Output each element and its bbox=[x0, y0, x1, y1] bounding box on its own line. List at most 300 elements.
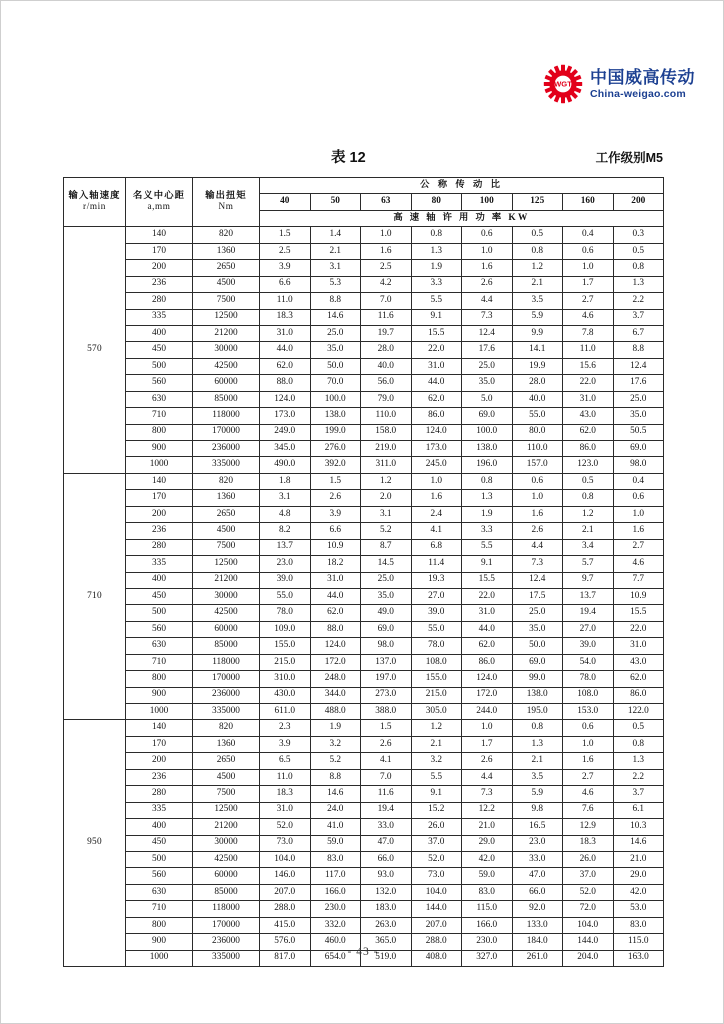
cell-power-ratio-200: 43.0 bbox=[613, 654, 664, 670]
cell-power-ratio-200: 86.0 bbox=[613, 687, 664, 703]
cell-power-ratio-80: 5.5 bbox=[411, 293, 462, 309]
company-name-block bbox=[590, 69, 695, 100]
company-logo bbox=[543, 64, 695, 104]
cell-power-ratio-40: 310.0 bbox=[260, 671, 311, 687]
cell-center-distance: 400 bbox=[126, 325, 193, 341]
cell-power-ratio-50: 3.1 bbox=[310, 260, 361, 276]
cell-power-ratio-50: 70.0 bbox=[310, 375, 361, 391]
table-row bbox=[64, 588, 664, 604]
cell-power-ratio-125: 110.0 bbox=[512, 441, 563, 457]
cell-center-distance: 170 bbox=[126, 243, 193, 259]
header-ratio-200: 200 bbox=[613, 194, 664, 210]
cell-power-ratio-100: 5.0 bbox=[462, 391, 513, 407]
cell-power-ratio-50: 100.0 bbox=[310, 391, 361, 407]
cell-power-ratio-200: 7.7 bbox=[613, 572, 664, 588]
cell-power-ratio-40: 3.9 bbox=[260, 260, 311, 276]
cell-center-distance: 900 bbox=[126, 934, 193, 950]
cell-center-distance: 200 bbox=[126, 753, 193, 769]
cell-output-torque: 236000 bbox=[193, 687, 260, 703]
cell-output-torque: 335000 bbox=[193, 457, 260, 473]
cell-power-ratio-80: 78.0 bbox=[411, 638, 462, 654]
cell-power-ratio-63: 219.0 bbox=[361, 441, 412, 457]
cell-power-ratio-200: 115.0 bbox=[613, 934, 664, 950]
cell-power-ratio-50: 332.0 bbox=[310, 917, 361, 933]
cell-power-ratio-200: 15.5 bbox=[613, 605, 664, 621]
cell-output-torque: 1360 bbox=[193, 243, 260, 259]
table-row bbox=[64, 490, 664, 506]
cell-power-ratio-80: 6.8 bbox=[411, 539, 462, 555]
cell-power-ratio-40: 31.0 bbox=[260, 802, 311, 818]
cell-output-torque: 85000 bbox=[193, 391, 260, 407]
cell-power-ratio-125: 7.3 bbox=[512, 556, 563, 572]
cell-power-ratio-63: 2.6 bbox=[361, 736, 412, 752]
cell-center-distance: 800 bbox=[126, 671, 193, 687]
cell-power-ratio-40: 345.0 bbox=[260, 441, 311, 457]
cell-power-ratio-80: 1.2 bbox=[411, 720, 462, 736]
table-row bbox=[64, 819, 664, 835]
table-row bbox=[64, 342, 664, 358]
cell-center-distance: 140 bbox=[126, 473, 193, 489]
cell-power-ratio-40: 207.0 bbox=[260, 884, 311, 900]
table-row bbox=[64, 325, 664, 341]
cell-power-ratio-200: 17.6 bbox=[613, 375, 664, 391]
cell-power-ratio-100: 86.0 bbox=[462, 654, 513, 670]
cell-power-ratio-200: 1.3 bbox=[613, 753, 664, 769]
cell-power-ratio-100: 3.3 bbox=[462, 523, 513, 539]
cell-output-torque: 1360 bbox=[193, 736, 260, 752]
cell-power-ratio-63: 183.0 bbox=[361, 901, 412, 917]
cell-power-ratio-125: 55.0 bbox=[512, 408, 563, 424]
table-row bbox=[64, 457, 664, 473]
cell-power-ratio-100: 44.0 bbox=[462, 621, 513, 637]
cell-output-torque: 4500 bbox=[193, 523, 260, 539]
cell-power-ratio-125: 50.0 bbox=[512, 638, 563, 654]
cell-power-ratio-50: 14.6 bbox=[310, 786, 361, 802]
cell-power-ratio-50: 1.9 bbox=[310, 720, 361, 736]
cell-power-ratio-100: 166.0 bbox=[462, 917, 513, 933]
cell-power-ratio-160: 7.8 bbox=[563, 325, 614, 341]
cell-power-ratio-125: 19.9 bbox=[512, 358, 563, 374]
table-row bbox=[64, 884, 664, 900]
cell-power-ratio-125: 1.3 bbox=[512, 736, 563, 752]
cell-center-distance: 1000 bbox=[126, 704, 193, 720]
cell-power-ratio-80: 108.0 bbox=[411, 654, 462, 670]
cell-power-ratio-200: 25.0 bbox=[613, 391, 664, 407]
table-row bbox=[64, 835, 664, 851]
cell-power-ratio-80: 305.0 bbox=[411, 704, 462, 720]
cell-power-ratio-160: 1.6 bbox=[563, 753, 614, 769]
cell-power-ratio-125: 4.4 bbox=[512, 539, 563, 555]
cell-power-ratio-40: 13.7 bbox=[260, 539, 311, 555]
header-power-band: 高 速 轴 许 用 功 率 KW bbox=[260, 210, 664, 226]
cell-power-ratio-80: 144.0 bbox=[411, 901, 462, 917]
cell-power-ratio-100: 124.0 bbox=[462, 671, 513, 687]
table-body bbox=[64, 227, 664, 967]
cell-power-ratio-125: 5.9 bbox=[512, 309, 563, 325]
cell-power-ratio-125: 80.0 bbox=[512, 424, 563, 440]
cell-power-ratio-100: 7.3 bbox=[462, 786, 513, 802]
table-row bbox=[64, 720, 664, 736]
cell-power-ratio-40: 155.0 bbox=[260, 638, 311, 654]
cell-power-ratio-200: 50.5 bbox=[613, 424, 664, 440]
cell-power-ratio-63: 2.5 bbox=[361, 260, 412, 276]
cell-power-ratio-160: 1.0 bbox=[563, 736, 614, 752]
cell-power-ratio-200: 3.7 bbox=[613, 786, 664, 802]
cell-center-distance: 450 bbox=[126, 588, 193, 604]
cell-power-ratio-200: 29.0 bbox=[613, 868, 664, 884]
cell-power-ratio-50: 88.0 bbox=[310, 621, 361, 637]
cell-output-torque: 21200 bbox=[193, 325, 260, 341]
spec-table-wrapper bbox=[63, 177, 663, 967]
table-row bbox=[64, 408, 664, 424]
cell-output-torque: 2650 bbox=[193, 260, 260, 276]
cell-power-ratio-160: 3.4 bbox=[563, 539, 614, 555]
cell-power-ratio-50: 41.0 bbox=[310, 819, 361, 835]
table-row bbox=[64, 671, 664, 687]
cell-power-ratio-125: 35.0 bbox=[512, 621, 563, 637]
cell-power-ratio-40: 109.0 bbox=[260, 621, 311, 637]
cell-power-ratio-125: 1.2 bbox=[512, 260, 563, 276]
header-center-distance-unit: a,mm bbox=[147, 200, 171, 211]
cell-power-ratio-50: 2.6 bbox=[310, 490, 361, 506]
cell-power-ratio-50: 8.8 bbox=[310, 293, 361, 309]
cell-power-ratio-40: 124.0 bbox=[260, 391, 311, 407]
table-row bbox=[64, 391, 664, 407]
cell-power-ratio-40: 18.3 bbox=[260, 309, 311, 325]
cell-output-torque: 335000 bbox=[193, 950, 260, 966]
cell-power-ratio-40: 23.0 bbox=[260, 556, 311, 572]
cell-power-ratio-200: 22.0 bbox=[613, 621, 664, 637]
cell-power-ratio-100: 4.4 bbox=[462, 769, 513, 785]
cell-power-ratio-50: 1.5 bbox=[310, 473, 361, 489]
cell-output-torque: 30000 bbox=[193, 835, 260, 851]
cell-power-ratio-50: 488.0 bbox=[310, 704, 361, 720]
cell-center-distance: 236 bbox=[126, 769, 193, 785]
cell-power-ratio-160: 104.0 bbox=[563, 917, 614, 933]
table-row bbox=[64, 769, 664, 785]
cell-power-ratio-100: 138.0 bbox=[462, 441, 513, 457]
cell-power-ratio-80: 19.3 bbox=[411, 572, 462, 588]
cell-center-distance: 450 bbox=[126, 835, 193, 851]
cell-power-ratio-160: 52.0 bbox=[563, 884, 614, 900]
cell-power-ratio-200: 42.0 bbox=[613, 884, 664, 900]
cell-power-ratio-80: 55.0 bbox=[411, 621, 462, 637]
table-row bbox=[64, 556, 664, 572]
cell-output-torque: 85000 bbox=[193, 884, 260, 900]
cell-power-ratio-100: 1.3 bbox=[462, 490, 513, 506]
logo-monogram-text: WGT bbox=[554, 79, 572, 89]
cell-output-torque: 170000 bbox=[193, 671, 260, 687]
cell-center-distance: 710 bbox=[126, 901, 193, 917]
cell-power-ratio-50: 10.9 bbox=[310, 539, 361, 555]
cell-power-ratio-160: 123.0 bbox=[563, 457, 614, 473]
cell-power-ratio-50: 124.0 bbox=[310, 638, 361, 654]
cell-power-ratio-125: 3.5 bbox=[512, 769, 563, 785]
table-row bbox=[64, 605, 664, 621]
cell-power-ratio-125: 2.6 bbox=[512, 523, 563, 539]
work-class-label: 工作级别M5 bbox=[595, 151, 663, 165]
cell-power-ratio-50: 24.0 bbox=[310, 802, 361, 818]
cell-power-ratio-100: 69.0 bbox=[462, 408, 513, 424]
cell-power-ratio-80: 44.0 bbox=[411, 375, 462, 391]
cell-power-ratio-40: 146.0 bbox=[260, 868, 311, 884]
cell-power-ratio-160: 1.2 bbox=[563, 506, 614, 522]
table-row bbox=[64, 309, 664, 325]
cell-power-ratio-100: 59.0 bbox=[462, 868, 513, 884]
header-output-torque bbox=[193, 178, 260, 227]
table-row bbox=[64, 802, 664, 818]
cell-power-ratio-50: 392.0 bbox=[310, 457, 361, 473]
cell-power-ratio-80: 52.0 bbox=[411, 851, 462, 867]
cell-power-ratio-63: 3.1 bbox=[361, 506, 412, 522]
cell-power-ratio-160: 0.6 bbox=[563, 243, 614, 259]
cell-output-torque: 60000 bbox=[193, 375, 260, 391]
cell-power-ratio-50: 230.0 bbox=[310, 901, 361, 917]
cell-power-ratio-40: 490.0 bbox=[260, 457, 311, 473]
cell-output-torque: 7500 bbox=[193, 539, 260, 555]
cell-power-ratio-125: 5.9 bbox=[512, 786, 563, 802]
cell-center-distance: 280 bbox=[126, 539, 193, 555]
cell-power-ratio-80: 215.0 bbox=[411, 687, 462, 703]
cell-center-distance: 400 bbox=[126, 819, 193, 835]
cell-power-ratio-80: 1.9 bbox=[411, 260, 462, 276]
cell-output-torque: 30000 bbox=[193, 342, 260, 358]
cell-power-ratio-100: 4.4 bbox=[462, 293, 513, 309]
cell-power-ratio-160: 144.0 bbox=[563, 934, 614, 950]
cell-input-speed: 950 bbox=[64, 720, 126, 967]
cell-center-distance: 1000 bbox=[126, 457, 193, 473]
cell-power-ratio-100: 29.0 bbox=[462, 835, 513, 851]
cell-power-ratio-63: 79.0 bbox=[361, 391, 412, 407]
cell-power-ratio-63: 33.0 bbox=[361, 819, 412, 835]
cell-power-ratio-50: 3.2 bbox=[310, 736, 361, 752]
table-row bbox=[64, 572, 664, 588]
cell-power-ratio-200: 3.7 bbox=[613, 309, 664, 325]
cell-power-ratio-40: 288.0 bbox=[260, 901, 311, 917]
cell-output-torque: 85000 bbox=[193, 638, 260, 654]
cell-power-ratio-100: 5.5 bbox=[462, 539, 513, 555]
cell-output-torque: 30000 bbox=[193, 588, 260, 604]
cell-power-ratio-63: 69.0 bbox=[361, 621, 412, 637]
cell-power-ratio-80: 1.0 bbox=[411, 473, 462, 489]
cell-power-ratio-50: 31.0 bbox=[310, 572, 361, 588]
cell-power-ratio-63: 49.0 bbox=[361, 605, 412, 621]
cell-center-distance: 400 bbox=[126, 572, 193, 588]
power-rating-table bbox=[63, 177, 664, 967]
table-row bbox=[64, 851, 664, 867]
cell-power-ratio-200: 10.9 bbox=[613, 588, 664, 604]
header-ratio-125: 125 bbox=[512, 194, 563, 210]
cell-power-ratio-40: 2.5 bbox=[260, 243, 311, 259]
cell-power-ratio-100: 115.0 bbox=[462, 901, 513, 917]
cell-center-distance: 900 bbox=[126, 441, 193, 457]
cell-power-ratio-40: 1.8 bbox=[260, 473, 311, 489]
cell-power-ratio-125: 3.5 bbox=[512, 293, 563, 309]
header-ratio-40: 40 bbox=[260, 194, 311, 210]
cell-power-ratio-40: 11.0 bbox=[260, 293, 311, 309]
cell-power-ratio-125: 99.0 bbox=[512, 671, 563, 687]
cell-power-ratio-160: 37.0 bbox=[563, 868, 614, 884]
cell-center-distance: 200 bbox=[126, 260, 193, 276]
cell-power-ratio-63: 40.0 bbox=[361, 358, 412, 374]
cell-power-ratio-63: 311.0 bbox=[361, 457, 412, 473]
cell-center-distance: 630 bbox=[126, 884, 193, 900]
cell-power-ratio-80: 9.1 bbox=[411, 309, 462, 325]
cell-power-ratio-63: 56.0 bbox=[361, 375, 412, 391]
cell-input-speed: 570 bbox=[64, 227, 126, 474]
cell-power-ratio-50: 50.0 bbox=[310, 358, 361, 374]
cell-power-ratio-160: 2.1 bbox=[563, 523, 614, 539]
table-row bbox=[64, 621, 664, 637]
cell-power-ratio-160: 13.7 bbox=[563, 588, 614, 604]
cell-output-torque: 60000 bbox=[193, 868, 260, 884]
header-row-band bbox=[64, 178, 664, 194]
company-website: China-weigao.com bbox=[590, 87, 686, 100]
cell-power-ratio-80: 3.2 bbox=[411, 753, 462, 769]
cell-power-ratio-40: 88.0 bbox=[260, 375, 311, 391]
cell-power-ratio-125: 2.1 bbox=[512, 276, 563, 292]
cell-power-ratio-50: 248.0 bbox=[310, 671, 361, 687]
title-row bbox=[63, 146, 663, 168]
cell-power-ratio-63: 4.2 bbox=[361, 276, 412, 292]
cell-power-ratio-100: 62.0 bbox=[462, 638, 513, 654]
cell-output-torque: 335000 bbox=[193, 704, 260, 720]
cell-power-ratio-63: 8.7 bbox=[361, 539, 412, 555]
cell-power-ratio-160: 22.0 bbox=[563, 375, 614, 391]
cell-power-ratio-80: 5.5 bbox=[411, 769, 462, 785]
header-ratio-63: 63 bbox=[361, 194, 412, 210]
cell-power-ratio-40: 2.3 bbox=[260, 720, 311, 736]
cell-center-distance: 560 bbox=[126, 375, 193, 391]
cell-output-torque: 12500 bbox=[193, 309, 260, 325]
cell-power-ratio-40: 3.9 bbox=[260, 736, 311, 752]
cell-power-ratio-125: 25.0 bbox=[512, 605, 563, 621]
cell-power-ratio-125: 133.0 bbox=[512, 917, 563, 933]
cell-output-torque: 2650 bbox=[193, 506, 260, 522]
cell-power-ratio-63: 137.0 bbox=[361, 654, 412, 670]
cell-center-distance: 560 bbox=[126, 868, 193, 884]
cell-output-torque: 42500 bbox=[193, 605, 260, 621]
table-row bbox=[64, 539, 664, 555]
cell-center-distance: 280 bbox=[126, 293, 193, 309]
cell-power-ratio-160: 204.0 bbox=[563, 950, 614, 966]
cell-power-ratio-63: 388.0 bbox=[361, 704, 412, 720]
cell-power-ratio-100: 100.0 bbox=[462, 424, 513, 440]
table-head bbox=[64, 178, 664, 227]
cell-output-torque: 7500 bbox=[193, 786, 260, 802]
cell-power-ratio-100: 2.6 bbox=[462, 753, 513, 769]
header-center-distance-title: 名义中心距 bbox=[133, 190, 185, 201]
cell-power-ratio-80: 104.0 bbox=[411, 884, 462, 900]
cell-power-ratio-40: 11.0 bbox=[260, 769, 311, 785]
cell-power-ratio-40: 31.0 bbox=[260, 325, 311, 341]
cell-power-ratio-125: 47.0 bbox=[512, 868, 563, 884]
cell-power-ratio-160: 0.8 bbox=[563, 490, 614, 506]
cell-output-torque: 118000 bbox=[193, 654, 260, 670]
cell-power-ratio-160: 62.0 bbox=[563, 424, 614, 440]
cell-power-ratio-125: 17.5 bbox=[512, 588, 563, 604]
cell-power-ratio-100: 17.6 bbox=[462, 342, 513, 358]
cell-power-ratio-80: 288.0 bbox=[411, 934, 462, 950]
cell-power-ratio-80: 86.0 bbox=[411, 408, 462, 424]
cell-power-ratio-100: 35.0 bbox=[462, 375, 513, 391]
company-name-cn: 中国威高传动 bbox=[590, 67, 695, 87]
cell-power-ratio-100: 1.6 bbox=[462, 260, 513, 276]
cell-power-ratio-200: 4.6 bbox=[613, 556, 664, 572]
table-row bbox=[64, 687, 664, 703]
cell-power-ratio-160: 0.5 bbox=[563, 473, 614, 489]
cell-power-ratio-63: 365.0 bbox=[361, 934, 412, 950]
cell-power-ratio-200: 163.0 bbox=[613, 950, 664, 966]
cell-center-distance: 335 bbox=[126, 556, 193, 572]
cell-power-ratio-200: 62.0 bbox=[613, 671, 664, 687]
header-input-speed-title: 输入轴速度 bbox=[68, 190, 121, 201]
cell-power-ratio-125: 66.0 bbox=[512, 884, 563, 900]
cell-power-ratio-160: 1.0 bbox=[563, 260, 614, 276]
cell-power-ratio-125: 138.0 bbox=[512, 687, 563, 703]
cell-power-ratio-160: 1.7 bbox=[563, 276, 614, 292]
cell-power-ratio-63: 28.0 bbox=[361, 342, 412, 358]
cell-center-distance: 335 bbox=[126, 309, 193, 325]
cell-power-ratio-40: 817.0 bbox=[260, 950, 311, 966]
cell-power-ratio-125: 23.0 bbox=[512, 835, 563, 851]
cell-power-ratio-125: 1.0 bbox=[512, 490, 563, 506]
cell-power-ratio-50: 2.1 bbox=[310, 243, 361, 259]
table-row bbox=[64, 638, 664, 654]
cell-power-ratio-160: 2.7 bbox=[563, 293, 614, 309]
cell-power-ratio-160: 0.4 bbox=[563, 227, 614, 243]
cell-power-ratio-50: 1.4 bbox=[310, 227, 361, 243]
cell-power-ratio-160: 4.6 bbox=[563, 786, 614, 802]
cell-power-ratio-63: 4.1 bbox=[361, 753, 412, 769]
cell-power-ratio-125: 0.8 bbox=[512, 243, 563, 259]
table-row bbox=[64, 227, 664, 243]
cell-center-distance: 500 bbox=[126, 358, 193, 374]
cell-power-ratio-100: 21.0 bbox=[462, 819, 513, 835]
cell-output-torque: 1360 bbox=[193, 490, 260, 506]
cell-output-torque: 60000 bbox=[193, 621, 260, 637]
cell-power-ratio-125: 28.0 bbox=[512, 375, 563, 391]
cell-power-ratio-50: 14.6 bbox=[310, 309, 361, 325]
cell-power-ratio-80: 37.0 bbox=[411, 835, 462, 851]
cell-power-ratio-125: 157.0 bbox=[512, 457, 563, 473]
cell-power-ratio-125: 9.8 bbox=[512, 802, 563, 818]
cell-power-ratio-63: 19.4 bbox=[361, 802, 412, 818]
cell-power-ratio-125: 14.1 bbox=[512, 342, 563, 358]
header-ratio-80: 80 bbox=[411, 194, 462, 210]
cell-center-distance: 236 bbox=[126, 276, 193, 292]
cell-power-ratio-63: 132.0 bbox=[361, 884, 412, 900]
cell-power-ratio-40: 576.0 bbox=[260, 934, 311, 950]
cell-power-ratio-63: 197.0 bbox=[361, 671, 412, 687]
cell-power-ratio-160: 27.0 bbox=[563, 621, 614, 637]
cell-power-ratio-80: 15.5 bbox=[411, 325, 462, 341]
cell-output-torque: 42500 bbox=[193, 358, 260, 374]
cell-power-ratio-125: 0.6 bbox=[512, 473, 563, 489]
cell-output-torque: 21200 bbox=[193, 572, 260, 588]
cell-power-ratio-63: 19.7 bbox=[361, 325, 412, 341]
cell-center-distance: 500 bbox=[126, 605, 193, 621]
cell-center-distance: 170 bbox=[126, 736, 193, 752]
cell-power-ratio-80: 15.2 bbox=[411, 802, 462, 818]
cell-power-ratio-40: 1.5 bbox=[260, 227, 311, 243]
cell-power-ratio-50: 276.0 bbox=[310, 441, 361, 457]
table-row bbox=[64, 441, 664, 457]
cell-power-ratio-63: 66.0 bbox=[361, 851, 412, 867]
cell-power-ratio-63: 35.0 bbox=[361, 588, 412, 604]
cell-center-distance: 630 bbox=[126, 638, 193, 654]
cell-power-ratio-160: 153.0 bbox=[563, 704, 614, 720]
